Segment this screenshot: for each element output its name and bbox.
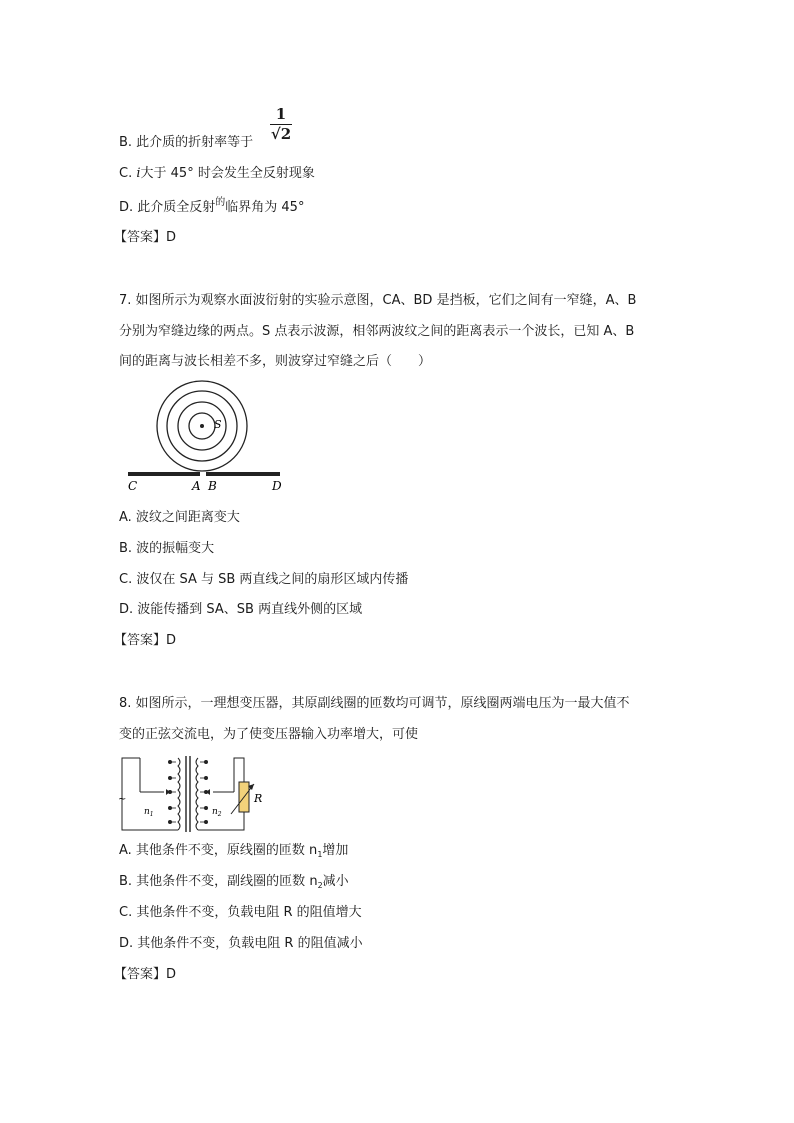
secondary-coil [196,758,198,830]
label-a: A [192,479,201,493]
wave-source-point [200,424,204,428]
primary-coil [178,758,180,830]
q8-option-a-sub: 1 [317,850,323,859]
q8-option-b-post: 减小 [322,874,349,889]
ac-source-symbol: ~ [118,794,127,805]
label-n2: $n_2$ [212,807,222,818]
q6-option-c-text: 大于 45° 时会发生全反射现象 [140,166,315,181]
q8-option-b-sub: 2 [317,881,323,890]
q7-option-b: B. 波的振幅变大 [119,541,215,556]
q6-answer: 【答案】D [114,230,177,245]
label-r: R [254,792,263,805]
fraction-numerator: 1 [275,105,287,123]
label-d: D [272,479,282,493]
q7-option-a: A. 波纹之间距离变大 [119,510,240,525]
label-c: C [128,479,138,493]
label-n1: $n_1$ [144,807,154,818]
q6-option-c-label: C. [119,166,133,181]
q8-transformer-circuit-figure [118,752,268,834]
secondary-tap-arrow [206,789,210,795]
primary-wire [122,758,178,830]
q7-option-c: C. 波仅在 SA 与 SB 两直线之间的扇形区域内传播 [119,572,409,587]
q7-stem-line3: 间的距离与波长相差不多，则波穿过窄缝之后（ ） [119,354,432,369]
q8-stem-line2: 变的正弦交流电，为了使变压器输入功率增大，可使 [119,727,419,742]
q7-wave-diffraction-figure [120,380,290,495]
q8-stem-line1: 8. 如图所示，一理想变压器，其原副线圈的匝数均可调节，原线圈两端电压为一最大值不 [119,696,630,711]
fraction-denominator: √2 [270,125,292,143]
q8-option-a-pre: A. 其他条件不变，原线圈的匝数 n [119,843,318,858]
q8-option-a-post: 增加 [322,843,349,858]
q7-stem-line1: 7. 如图所示为观察水面波衍射的实验示意图，CA、BD 是挡板，它们之间有一窄缝，A、B [119,293,637,308]
q6-option-d-sup: 的 [215,197,226,208]
q8-option-b [119,873,349,892]
primary-tap-arrow [166,789,170,795]
q6-option-d [119,199,304,218]
q6-option-b-fraction [268,106,294,142]
q8-option-a [119,842,348,861]
q8-option-c: C. 其他条件不变，负载电阻 R 的阻值增大 [119,905,362,920]
q8-option-b-pre: B. 其他条件不变，副线圈的匝数 n [119,874,318,889]
barrier-ca [128,472,200,476]
label-b: B [208,479,217,493]
q7-answer: 【答案】D [114,633,177,648]
q6-option-d-pre: D. 此介质全反射 [119,200,216,215]
q6-option-b [119,134,253,152]
q8-answer: 【答案】D [114,967,177,982]
q7-stem-line2: 分别为窄缝边缘的两点。S 点表示波源，相邻两波纹之间的距离表示一个波长，已知 A、B [119,324,635,339]
q6-option-d-post: 临界角为 45° [225,200,305,215]
barrier-bd [206,472,280,476]
label-s: S [214,418,222,431]
q7-option-d: D. 波能传播到 SA、SB 两直线外侧的区域 [119,602,363,617]
q8-option-d: D. 其他条件不变，负载电阻 R 的阻值减小 [119,936,363,951]
q6-option-c-variable: i [136,166,141,181]
q6-option-b-text: B. 此介质的折射率等于 [119,135,254,150]
q6-option-c [119,165,315,183]
